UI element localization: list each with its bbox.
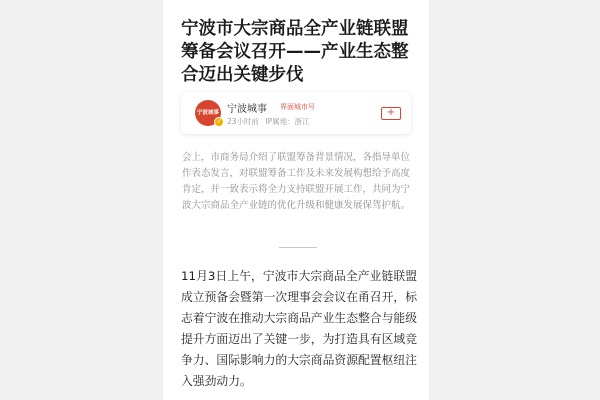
divider bbox=[279, 247, 317, 248]
follow-button[interactable]: + bbox=[381, 107, 401, 120]
article-page bbox=[163, 0, 429, 400]
article-meta bbox=[227, 116, 314, 127]
ip-location: IP属地：浙江 bbox=[265, 117, 310, 126]
article-body: 11月3日上午，宁波市大宗商品全产业链联盟成立预备会暨第一次理事会会议在甬召开，标志着宁波在推动大宗商品产业生态整合与能级提升方面迈出了关键一步，为打造具有区域竞争力、国际影响力的大宗商品资源配置枢纽注入强劲动力。 bbox=[181, 269, 417, 388]
author-card[interactable] bbox=[181, 92, 411, 134]
publish-time: 23小时前 bbox=[227, 117, 260, 126]
author-avatar[interactable]: 宁波城事 bbox=[195, 100, 221, 126]
author-tag: 界面城市号 bbox=[280, 103, 315, 111]
article-title: 宁波市大宗商品全产业链联盟筹备会议召开——产业生态整合迈出关键步伐 bbox=[181, 19, 409, 85]
author-name[interactable]: 宁波城事 bbox=[227, 104, 267, 115]
article-summary: 会上，市商务局介绍了联盟筹备背景情况，各指导单位作表态发言，对联盟筹备工作及未来发展构想给予高度肯定，并一致表示将全力支持联盟开展工作，共同为宁波大宗商品全产业链的优化升级和健康发展保驾护航。 bbox=[181, 152, 410, 211]
verified-badge-icon: ✓ bbox=[214, 117, 224, 127]
